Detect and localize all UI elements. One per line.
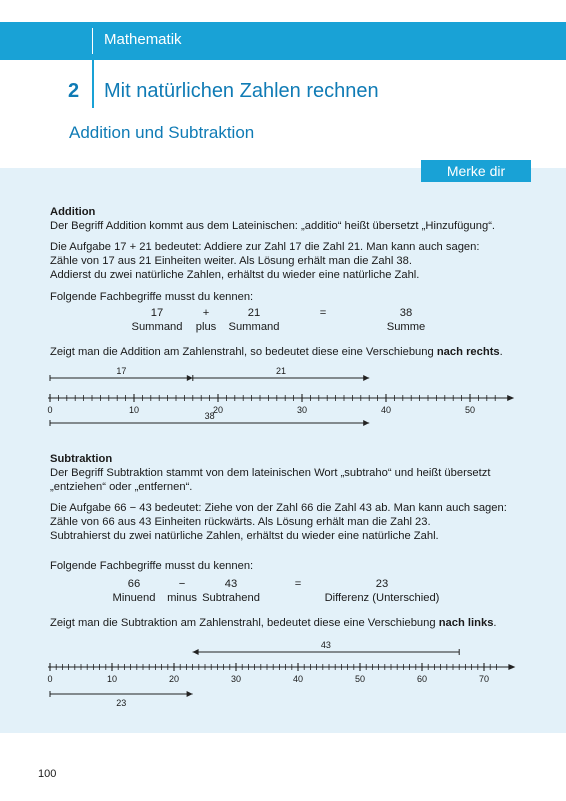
addition-label-b: Summand	[228, 321, 280, 333]
addition-arrow-21-label: 21	[275, 366, 287, 376]
addition-ray-axis-head	[507, 395, 514, 401]
addition-term-result: 38	[399, 307, 413, 319]
subtraktion-term-result: 23	[375, 578, 389, 590]
addition-arrow-21-head	[363, 375, 369, 381]
subtraktion-ray-direction: nach links	[438, 617, 494, 629]
subtraktion-ray-tick-label: 50	[354, 674, 366, 684]
addition-term-b: 21	[247, 307, 261, 319]
addition-ray-tick-label: 50	[464, 405, 476, 415]
addition-arrow-38-head	[363, 420, 369, 426]
subtraktion-term-b: 43	[224, 578, 238, 590]
addition-ray-tick-label: 0	[47, 405, 53, 415]
addition-ray-intro-text: Zeigt man die Addition am Zahlenstrahl, so bedeutet diese eine Verschiebung	[50, 346, 437, 358]
addition-label-a: Summand	[131, 321, 183, 333]
subtraktion-term-a: 66	[127, 578, 141, 590]
chapter-number: 2	[68, 80, 80, 102]
addition-terms-intro: Folgende Fachbegriffe musst du kennen:	[50, 291, 254, 303]
subtraktion-line1: Die Aufgabe 66 − 43 bedeutet: Ziehe von der Zahl 66 die Zahl 43 ab. Man kann auch sagen:	[50, 502, 507, 514]
addition-ray-tick-label: 20	[212, 405, 224, 415]
subtraktion-intro2: „entziehen“ oder „entfernen“.	[50, 481, 193, 493]
addition-ray-intro-end: .	[499, 346, 503, 358]
subtraktion-label-a: Minuend	[112, 592, 156, 604]
addition-arrow-38-label: 38	[204, 411, 215, 421]
subtraktion-ray-tick-label: 20	[168, 674, 180, 684]
subtraktion-label-op: minus	[167, 592, 197, 604]
subtraktion-ray-tick-label: 70	[478, 674, 490, 684]
subtraktion-ray-tick-label: 30	[230, 674, 242, 684]
addition-ray-intro	[50, 345, 503, 360]
page-number: 100	[38, 768, 57, 780]
addition-line1: Die Aufgabe 17 + 21 bedeutet: Addiere zur Zahl 17 die Zahl 21. Man kann auch sagen:	[50, 241, 480, 253]
addition-heading: Addition	[50, 206, 96, 218]
subject-title: Mathematik	[104, 31, 182, 48]
addition-ray-tick-label: 10	[128, 405, 140, 415]
subtraktion-ray-tick-label: 60	[416, 674, 428, 684]
chapter-title: Mit natürlichen Zahlen rechnen	[104, 80, 379, 102]
addition-line2: Zähle von 17 aus 21 Einheiten weiter. Als Lösung erhält man die Zahl 38.	[50, 255, 412, 267]
subtraktion-term-eq: =	[294, 578, 302, 590]
addition-ray-tick-label: 40	[380, 405, 392, 415]
header-bar	[0, 22, 566, 60]
addition-term-eq: =	[319, 307, 327, 319]
addition-arrow-17-label: 17	[116, 366, 127, 376]
addition-ray-direction: nach rechts	[436, 346, 500, 358]
subtraktion-intro1: Der Begriff Subtraktion stammt von dem lateinischen Wort „subtraho“ und heißt übersetzt	[50, 467, 491, 479]
subtraktion-term-op: −	[178, 578, 186, 590]
subtraktion-label-b: Subtrahend	[202, 592, 260, 604]
subtraktion-ray-intro-end: .	[493, 617, 497, 629]
addition-arrow-17-head	[187, 375, 193, 381]
subtraktion-ray-intro-text: Zeigt man die Subtraktion am Zahlenstrahl, bedeutet diese eine Verschiebung	[50, 617, 439, 629]
section-title: Addition und Subtraktion	[69, 123, 255, 142]
subtraktion-label-result: Differenz (Unterschied)	[324, 592, 440, 604]
subtraktion-arrow-43-head	[193, 649, 199, 655]
merke-label: Merke dir	[421, 160, 531, 182]
addition-label-result: Summe	[386, 321, 426, 333]
subtraktion-number-line	[0, 632, 566, 712]
subtraktion-arrow-43-label: 43	[320, 640, 331, 650]
subtraktion-line2: Zähle von 66 aus 43 Einheiten rückwärts. Als Lösung erhält man die Zahl 23.	[50, 516, 431, 528]
chapter-divider	[92, 60, 94, 108]
addition-ray-tick-label: 30	[296, 405, 308, 415]
subtraktion-arrow-23-label: 23	[116, 698, 127, 708]
subtraktion-ray-intro	[50, 616, 497, 631]
addition-term-op: +	[202, 307, 210, 319]
addition-term-a: 17	[150, 307, 164, 319]
subtraktion-ray-tick-label: 40	[292, 674, 304, 684]
subtraktion-line3: Subtrahierst du zwei natürliche Zahlen, erhältst du wieder eine natürliche Zahl.	[50, 530, 439, 542]
subtraktion-ray-tick-label: 0	[47, 674, 53, 684]
addition-line3: Addierst du zwei natürliche Zahlen, erhältst du wieder eine natürliche Zahl.	[50, 269, 420, 281]
subtraktion-arrow-23-head	[187, 691, 193, 697]
subtraktion-terms-intro: Folgende Fachbegriffe musst du kennen:	[50, 560, 254, 572]
subtraktion-heading: Subtraktion	[50, 453, 113, 465]
header-divider	[92, 28, 93, 54]
subtraktion-ray-tick-label: 10	[106, 674, 118, 684]
addition-label-op: plus	[195, 321, 217, 333]
addition-number-line	[0, 360, 566, 440]
addition-intro: Der Begriff Addition kommt aus dem Lateinischen: „additio“ heißt übersetzt „Hinzufügung“.	[50, 220, 496, 232]
subtraktion-ray-axis-head	[508, 664, 515, 670]
